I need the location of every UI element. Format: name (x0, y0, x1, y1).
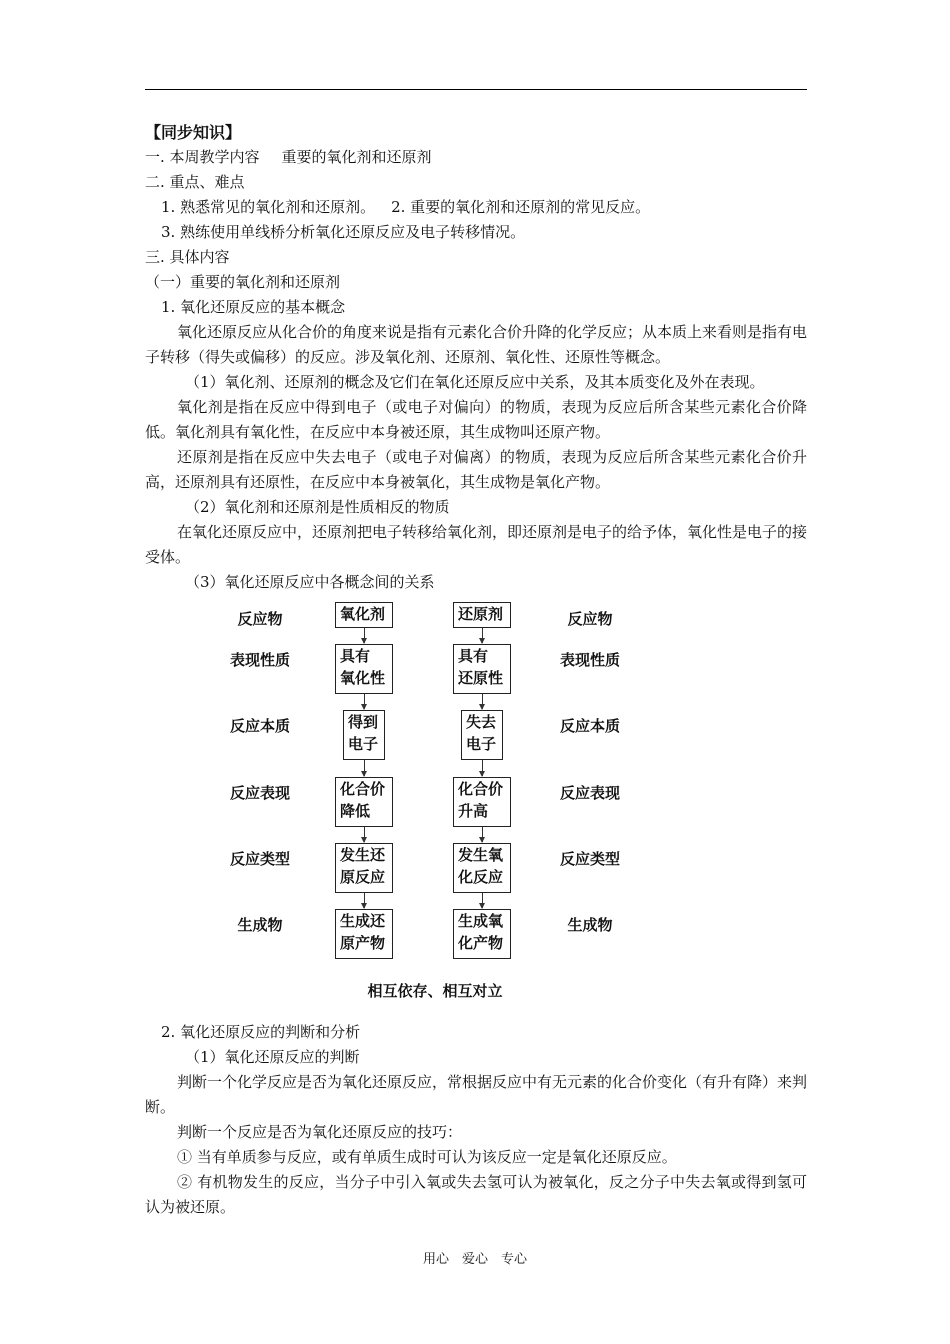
row-label-essence-left: 反应本质 (229, 717, 290, 735)
paragraph-3: 还原剂是指在反应中失去电子（或电子对偏离）的物质，表现为反应后所含某些元素化合价升高，还原剂具有还原性，在反应中本身被氧化，其生成物是氧化产物。 (145, 448, 807, 491)
paragraph-4: 在氧化还原反应中，还原剂把电子转移给氧化剂，即还原剂是电子的给予体，氧化性是电子的接受体。 (145, 523, 808, 566)
row-label-type-left: 反应类型 (229, 850, 290, 868)
reduction-reaction-box: 发生还 原反应 (335, 843, 393, 893)
subheading-2: （2）氧化剂和还原剂是性质相反的物质 (185, 498, 450, 516)
arrow-down-icon (364, 893, 365, 908)
paragraph-5: 判断一个化学反应是否为氧化还原反应，常根据反应中有无元素的化合价变化（有升有降）来判断。 (145, 1073, 808, 1116)
page-footer: 用心 爱心 专心 (422, 1252, 527, 1267)
technique-heading: 判断一个反应是否为氧化还原反应的技巧： (177, 1123, 463, 1141)
paragraph-1: 氧化还原反应从化合价的角度来说是指有元素化合价升降的化学反应；从本质上来看则是指有电子转移（得失或偏移）的反应。涉及氧化剂、还原剂、氧化性、还原性等概念。 (145, 323, 808, 366)
key-point-1: 1. 熟悉常见的氧化剂和还原剂。 (161, 198, 376, 216)
subheading-1: （1）氧化剂、还原剂的概念及它们在氧化还原反应中关系，及其本质变化及外在表现。 (185, 373, 765, 391)
reduction-product-box: 生成还 原产物 (335, 909, 393, 959)
arrow-down-icon (482, 893, 483, 908)
judgement-heading: 2. 氧化还原反应的判断和分析 (161, 1023, 361, 1041)
concept-heading: 1. 氧化还原反应的基本概念 (161, 298, 346, 316)
arrow-down-icon (482, 694, 483, 709)
content-heading: 三. 具体内容 (145, 248, 230, 266)
row-label-manifestation-left: 反应表现 (229, 784, 290, 802)
arrow-down-icon (364, 760, 365, 776)
lower-text (145, 1020, 807, 1220)
oxidation-reaction-box: 发生氧 化反应 (453, 843, 511, 893)
valence-increase-box: 化合价 升高 (453, 777, 511, 827)
valence-decrease-box: 化合价 降低 (335, 777, 393, 827)
technique-1: ① 当有单质参与反应，或有单质生成时可认为该反应一定是氧化还原反应。 (177, 1148, 677, 1166)
key-point-line (145, 195, 807, 220)
section-title: 【同步知识】 (145, 123, 242, 142)
diagram-caption: 相互依存、相互对立 (367, 982, 503, 1000)
row-label-product-right: 生成物 (567, 916, 613, 934)
lose-electrons-box: 失去 电子 (461, 710, 503, 760)
reducing-property-box: 具有 还原性 (453, 644, 511, 694)
subsection-heading: （一）重要的氧化剂和还原剂 (145, 273, 341, 291)
row-label-reactant-left: 反应物 (237, 610, 283, 628)
arrow-down-icon (482, 827, 483, 842)
arrow-down-icon (364, 827, 365, 842)
row-label-property-right: 表现性质 (559, 651, 620, 669)
oxidizing-property-box: 具有 氧化性 (335, 644, 393, 694)
key-point-3: 3. 熟练使用单线桥分析氧化还原反应及电子转移情况。 (161, 223, 526, 241)
row-label-manifestation-right: 反应表现 (559, 784, 620, 802)
header-rule (145, 89, 807, 90)
oxidant-box: 氧化剂 (335, 602, 393, 628)
arrow-down-icon (364, 694, 365, 709)
paragraph-2: 氧化剂是指在反应中得到电子（或电子对偏向）的物质，表现为反应后所含某些元素化合价降低。氧化剂具有氧化性，在反应中本身被还原，其生成物叫还原产物。 (145, 398, 807, 441)
reductant-box: 还原剂 (453, 602, 511, 628)
row-label-product-left: 生成物 (237, 916, 283, 934)
upper-text (145, 120, 807, 595)
topic-label: 一. 本周教学内容 (145, 148, 260, 166)
concept-relationship-diagram (220, 598, 650, 1008)
oxidation-product-box: 生成氧 化产物 (453, 909, 511, 959)
arrow-down-icon (482, 760, 483, 776)
judgement-subheading: （1）氧化还原反应的判断 (185, 1048, 360, 1066)
arrow-down-icon (482, 628, 483, 643)
row-label-essence-right: 反应本质 (559, 717, 620, 735)
topic-value: 重要的氧化剂和还原剂 (281, 148, 432, 166)
arrow-down-icon (364, 628, 365, 643)
key-points-heading: 二. 重点、难点 (145, 173, 245, 191)
topic-line (145, 145, 807, 170)
gain-electrons-box: 得到 电子 (343, 710, 385, 760)
row-label-type-right: 反应类型 (559, 850, 620, 868)
subheading-3: （3）氧化还原反应中各概念间的关系 (185, 573, 435, 591)
technique-2: ② 有机物发生的反应，当分子中引入氧或失去氢可认为被氧化，反之分子中失去氧或得到氢可认为被还原。 (145, 1173, 807, 1216)
row-label-reactant-right: 反应物 (567, 610, 613, 628)
row-label-property-left: 表现性质 (229, 651, 290, 669)
key-point-2: 2. 重要的氧化剂和还原剂的常见反应。 (391, 198, 651, 216)
